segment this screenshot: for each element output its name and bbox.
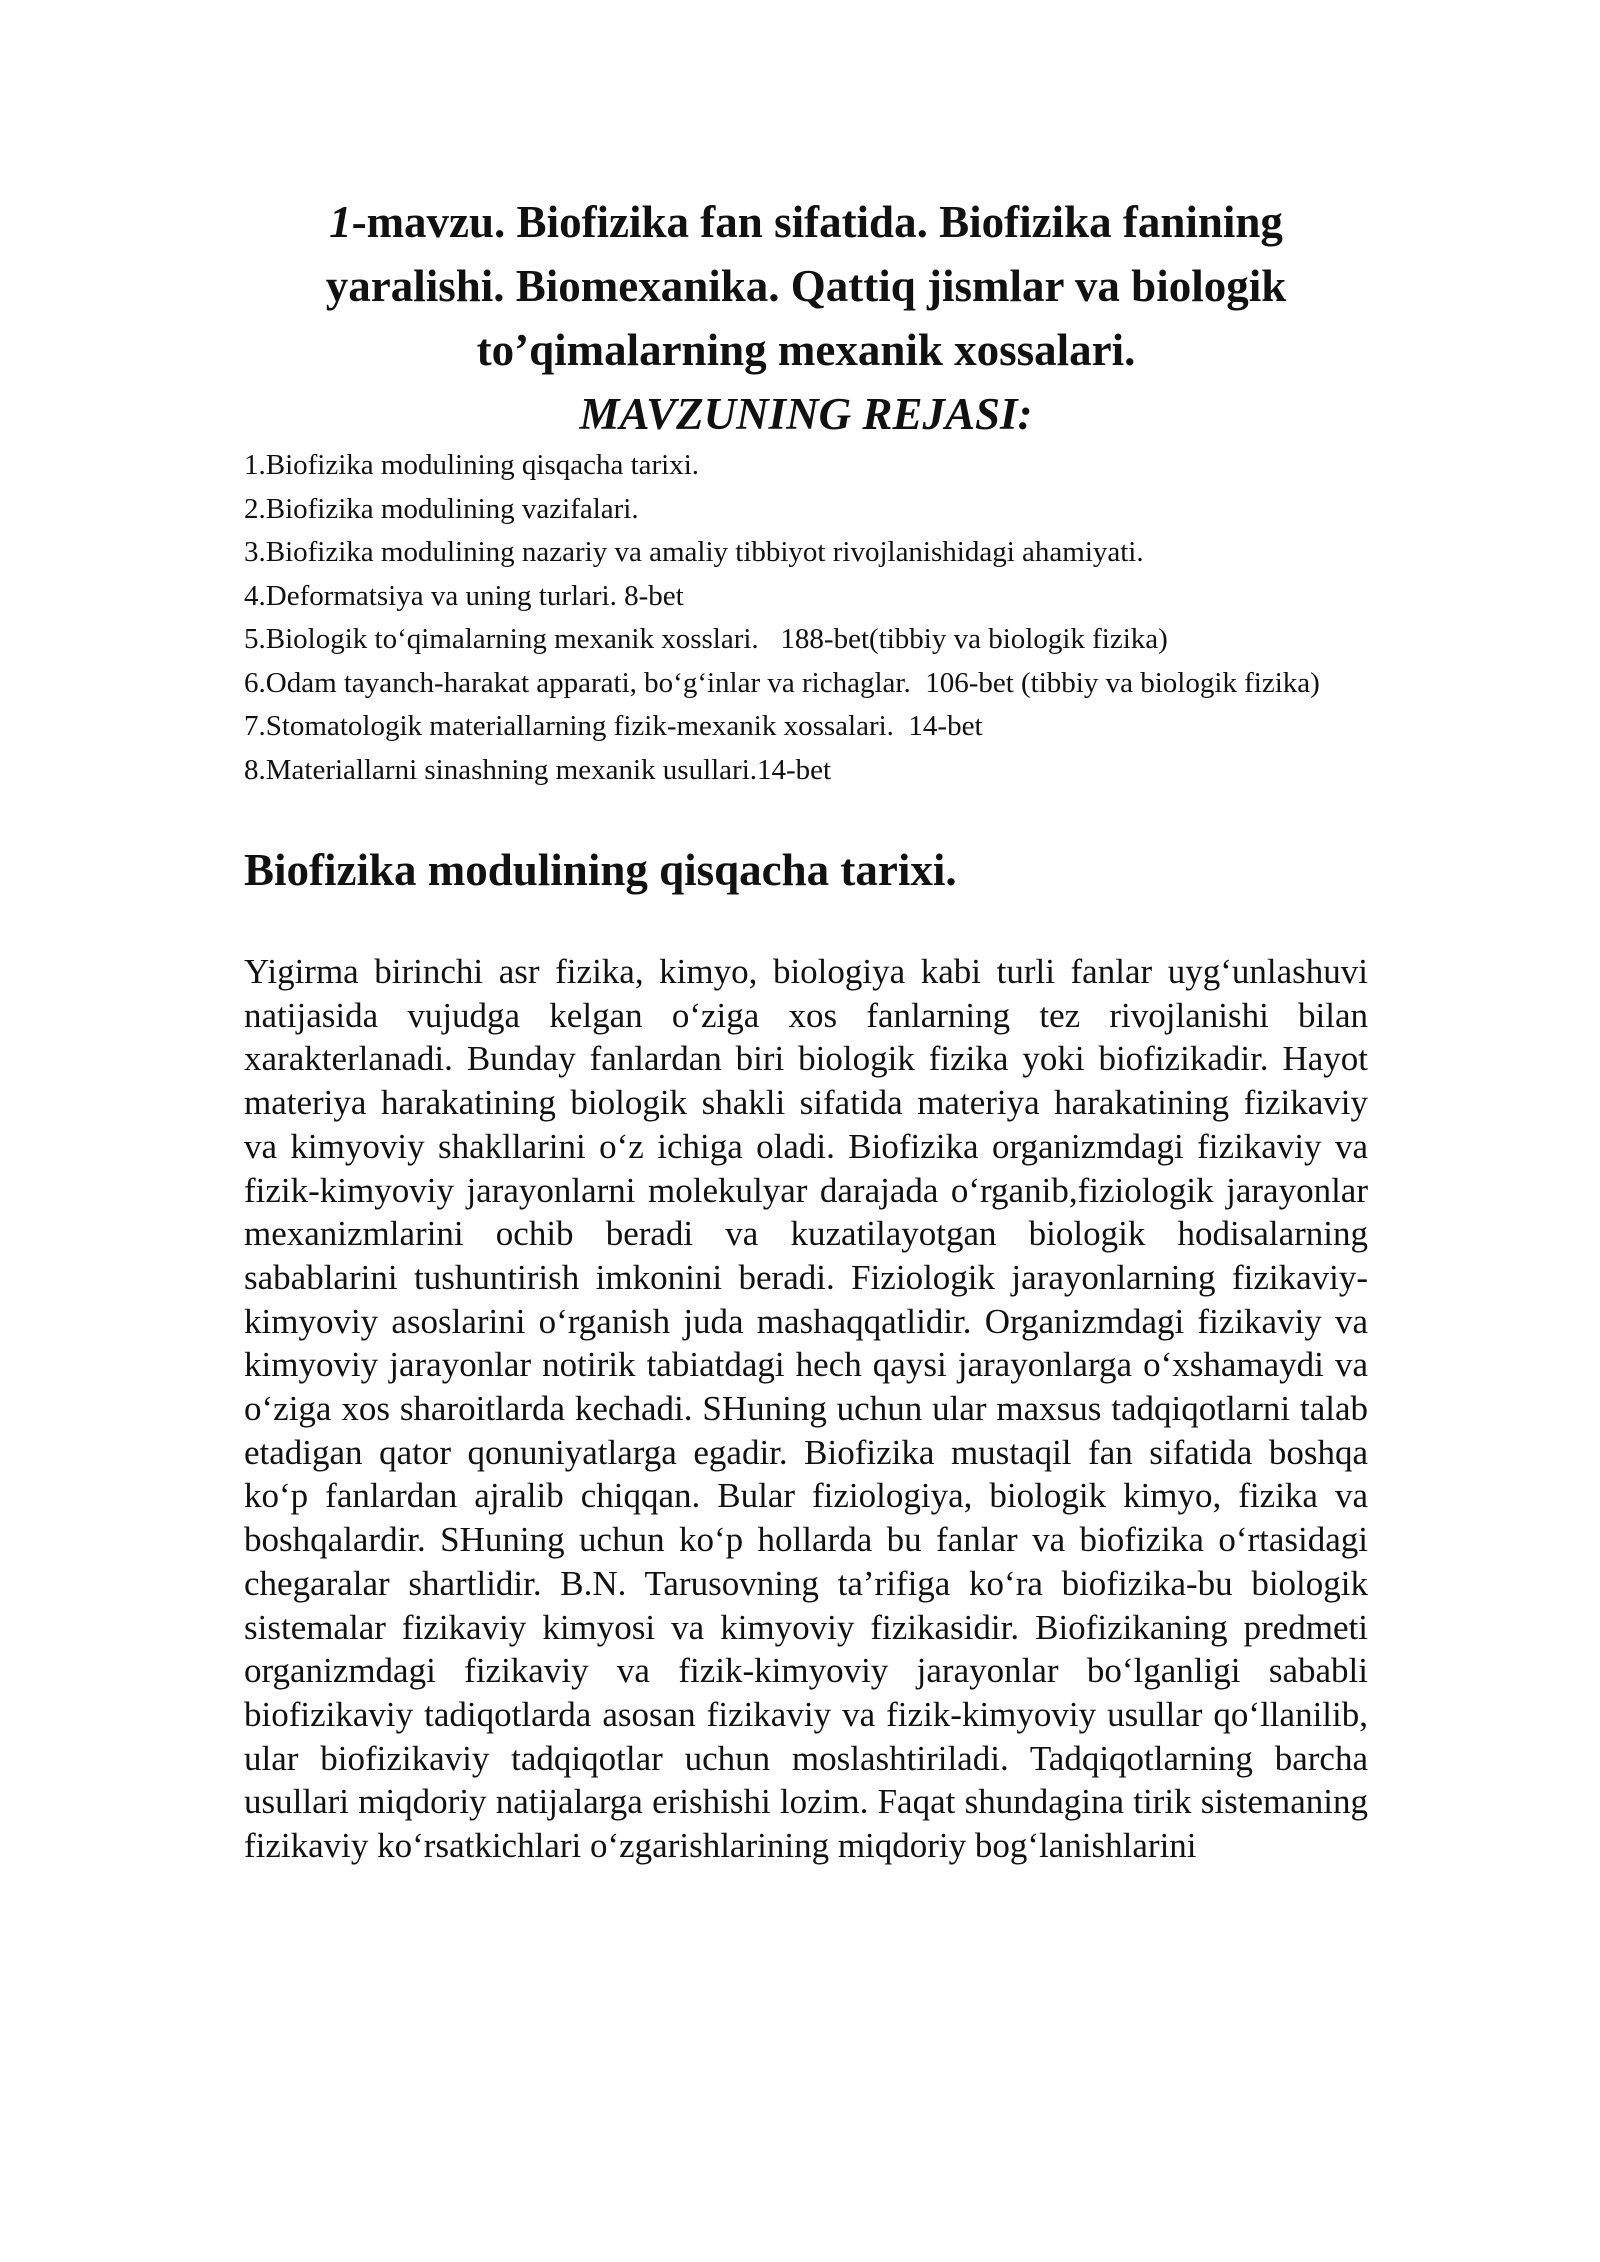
- document-page: [244, 190, 1368, 1868]
- plan-item-4: 4.Deformatsiya va uning turlari. 8-bet: [244, 579, 684, 612]
- plan-item-2: 2.Biofizika modulining vazifalari.: [244, 492, 639, 525]
- plan-item-3: 3.Biofizika modulining nazariy va amaliy tibbiyot rivojlanishidagi ahamiyati.: [244, 536, 1144, 568]
- plan-list: [244, 444, 1368, 792]
- title-number: 1: [329, 197, 352, 247]
- plan-item-7: 7.Stomatologik materiallarning fizik-mexanik xossalari. 14-bet: [244, 710, 983, 742]
- body-paragraph: Yigirma birinchi asr fizika, kimyo, biologiya kabi turli fanlar uyg‘unlashuvi natijasida vujudga kelgan o‘ziga xos fanlarning tez rivojlanishi bilan xarakterlanadi. Bunday fanlardan biri biologik fizika yoki biofizikadir. Hayot materiya harakatining biologik shakli sifatida materiya harakatining fizikaviy va kimyoviy shakllarini o‘z ichiga oladi. Biofizika organizmdagi fizikaviy va fizik-kimyoviy jarayonlarni molekulyar darajada o‘rganib,fiziologik jarayonlar mexanizmlarini ochib beradi va kuzatilayotgan biologik hodisalarning sabablarini tushuntirish imkonini beradi. Fiziologik jarayonlarning fizikaviy-kimyoviy asoslarini o‘rganish juda mashaqqatlidir. Organizmdagi fizikaviy va kimyoviy jarayonlar notirik tabiatdagi hech qaysi jarayonlarga o‘xshamaydi va o‘ziga xos sharoitlarda kechadi. SHuning uchun ular maxsus tadqiqotlarni talab etadigan qator qonuniyatlarga egadir. Biofizika mustaqil fan sifatida boshqa ko‘p fanlardan ajralib chiqqan. Bular fiziologiya, biologik kimyo, fizika va boshqalardir. SHuning uchun ko‘p hollarda bu fanlar va biofizika o‘rtasidagi chegaralar shartlidir. B.N. Tarusovning ta’rifiga ko‘ra biofizika-bu biologik sistemalar fizikaviy kimyosi va kimyoviy fizikasidir. Biofizikaning predmeti organizmdagi fizikaviy va fizik-kimyoviy jarayonlar bo‘lganligi sababli biofizikaviy tadiqotlarda asosan fizikaviy va fizik-kimyoviy usullar qo‘llanilib, ular biofizikaviy tadqiqotlar uchun moslashtiriladi. Tadqiqotlarning barcha usullari miqdoriy natijalarga erishishi lozim. Faqat shundagina tirik sistemaning fizikaviy ko‘rsatkichlari o‘zgarishlarining miqdoriy bog‘lanishlarini: [244, 952, 1368, 1866]
- plan-item-6: 6.Odam tayanch-harakat apparati, bo‘g‘inlar va richaglar. 106-bet (tibbiy va biologik fizika): [244, 666, 1320, 699]
- plan-item-1: 1.Biofizika modulining qisqacha tarixi.: [244, 449, 700, 481]
- plan-item-8: 8.Materiallarni sinashning mexanik usullari.14-bet: [244, 753, 832, 786]
- section-heading: Biofizika modulining qisqacha tarixi.: [244, 845, 957, 895]
- title-text: -mavzu. Biofizika fan sifatida. Biofizika fanining yaralishi. Biomexanika. Qattiq jismlar va biologik to’qimalarning mexanik xossalari.: [325, 197, 1287, 375]
- document-title: [244, 190, 1368, 382]
- plan-heading: MAVZUNING REJASI:: [579, 389, 1033, 439]
- plan-item-5: 5.Biologik to‘qimalarning mexanik xosslari. 188-bet(tibbiy va biologik fizika): [244, 623, 1168, 655]
